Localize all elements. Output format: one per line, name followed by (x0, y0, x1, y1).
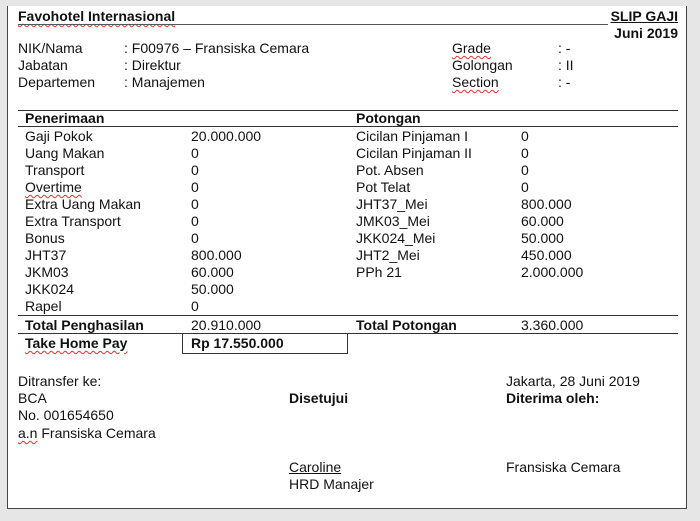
deduction-value: 50.000 (521, 230, 564, 246)
deduction-value: 60.000 (521, 213, 564, 229)
earning-label: Extra Transport (25, 213, 121, 229)
earning-value: 0 (191, 196, 199, 212)
golongan-label: Golongan (452, 57, 513, 73)
deduction-value: 0 (521, 162, 529, 178)
deduction-value: 0 (521, 128, 529, 144)
receipt-title: Diterima oleh: (506, 390, 600, 406)
table-top-border (18, 110, 678, 111)
total-potongan-label: Total Potongan (356, 317, 457, 333)
earning-label: Uang Makan (25, 145, 105, 161)
earning-value: 0 (191, 230, 199, 246)
jabatan-label: Jabatan (18, 57, 68, 73)
earning-value: 0 (191, 162, 199, 178)
deduction-label: Pot Telat (356, 179, 411, 195)
deduction-label: Pot. Absen (356, 162, 424, 178)
deduction-label: JHT37_Mei (356, 196, 428, 212)
section-label: Section (452, 74, 499, 90)
earning-label: Transport (25, 162, 85, 178)
company-name-text: Favohotel Internasional (18, 8, 176, 24)
account-number: No. 001654650 (18, 407, 114, 423)
take-home-pay-value: Rp 17.550.000 (191, 335, 284, 351)
jabatan-value: : Direktur (124, 57, 181, 73)
nik-value: : F00976 – Fransiska Cemara (124, 40, 310, 56)
take-home-pay-label (25, 335, 127, 352)
penerimaan-title: Penerimaan (25, 110, 105, 126)
earning-value: 0 (191, 298, 199, 314)
grade-value: : - (558, 40, 571, 56)
total-penghasilan-value: 20.910.000 (191, 317, 262, 333)
deduction-value: 450.000 (521, 247, 572, 263)
totals-top-border (18, 315, 678, 316)
section-value: : - (558, 74, 571, 90)
table-header-border (18, 126, 678, 127)
earning-label: Gaji Pokok (25, 128, 93, 144)
earning-value: 0 (191, 145, 199, 161)
earning-label: Bonus (25, 230, 65, 246)
deduction-label: PPh 21 (356, 264, 402, 280)
account-holder (18, 425, 156, 442)
deduction-value: 0 (521, 145, 529, 161)
nik-label: NIK/Nama (18, 40, 83, 56)
salary-slip-page (7, 6, 687, 509)
earning-label: Rapel (25, 298, 62, 314)
deduction-label: JHT2_Mei (356, 247, 420, 263)
deduction-label: JKK024_Mei (356, 230, 436, 246)
earning-value: 20.000.000 (191, 128, 262, 144)
earning-label: JKK024 (25, 281, 75, 297)
place-date: Jakarta, 28 Juni 2019 (506, 373, 640, 389)
account-holder-name: Fransiska Cemara (37, 425, 156, 441)
bank-name: BCA (18, 390, 47, 406)
earning-value: 60.000 (191, 264, 234, 280)
total-potongan-value: 3.360.000 (521, 317, 584, 333)
earning-value: 0 (191, 213, 199, 229)
grade-label: Grade (452, 40, 491, 56)
deduction-label: Cicilan Pinjaman II (356, 145, 472, 161)
deduction-value: 0 (521, 179, 529, 195)
potongan-title: Potongan (356, 110, 421, 126)
deduction-value: 800.000 (521, 196, 572, 212)
total-penghasilan-label: Total Penghasilan (25, 317, 144, 333)
deduction-label: Cicilan Pinjaman I (356, 128, 469, 144)
earning-label: Overtime (25, 179, 82, 195)
period: Juni 2019 (614, 25, 678, 41)
earning-label: JKM03 (25, 264, 69, 280)
totals-bottom-border (18, 333, 678, 334)
earning-label: JHT37 (25, 247, 67, 263)
deduction-label: JMK03_Mei (356, 213, 430, 229)
golongan-value: : II (558, 57, 574, 73)
company-name (18, 8, 175, 25)
take-home-pay-text: Take Home Pay (25, 335, 128, 351)
earning-label: Extra Uang Makan (25, 196, 141, 212)
earning-value: 0 (191, 179, 199, 195)
approver-position: HRD Manajer (289, 476, 374, 492)
departemen-label: Departemen (18, 74, 96, 90)
doc-title: SLIP GAJI (610, 8, 678, 24)
transfer-title: Ditransfer ke: (18, 373, 102, 389)
approver-name: Caroline (289, 459, 342, 475)
departemen-value: : Manajemen (124, 74, 205, 90)
account-holder-prefix: a.n (18, 425, 38, 441)
header-divider (18, 24, 608, 25)
receiver-name: Fransiska Cemara (506, 459, 621, 475)
earning-value: 50.000 (191, 281, 234, 297)
earning-value: 800.000 (191, 247, 242, 263)
deduction-value: 2.000.000 (521, 264, 584, 280)
approval-title: Disetujui (289, 390, 349, 406)
